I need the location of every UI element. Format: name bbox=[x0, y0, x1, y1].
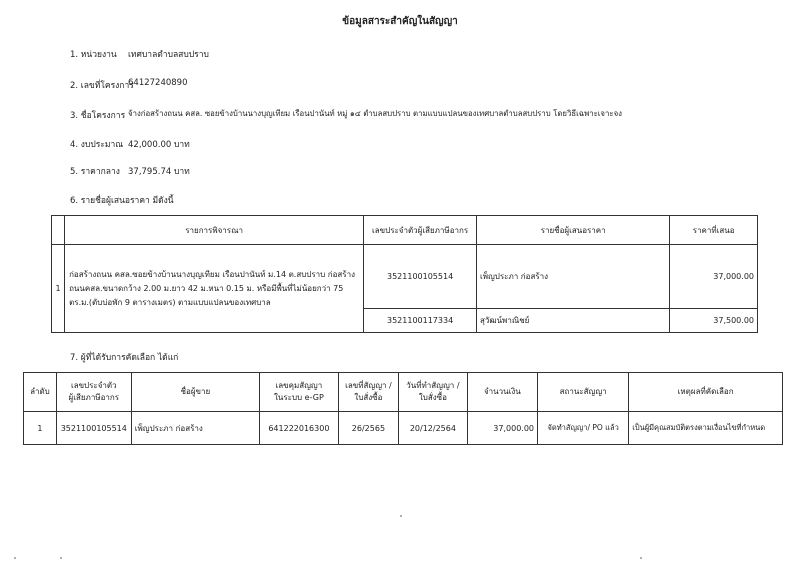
bidder-name: สุวัฒน์พาณิชย์ bbox=[476, 309, 669, 333]
header-date bbox=[399, 373, 468, 412]
info-value-agency: เทศบาลตำบลสบปราบ bbox=[128, 50, 209, 60]
selected-table-header bbox=[24, 373, 783, 412]
header-egp bbox=[260, 373, 339, 412]
info-value-project-name: จ้างก่อสร้างถนน คสล. ซอยข้างบ้านนางบุญเทียม เรือนปานันท์ หมู่ ๑๔ ตำบลสบปราบ ตามแบบแปลนของเทศบาลตำบลสบปราบ โดยวิธีเฉพาะเจาะจง bbox=[128, 109, 622, 118]
row-contract-no: 26/2565 bbox=[338, 412, 398, 445]
bidder-price: 37,000.00 bbox=[670, 245, 758, 309]
bidders-header-name: รายชื่อผู้เสนอราคา bbox=[476, 216, 669, 245]
header-amount: จำนวนเงิน bbox=[467, 373, 537, 412]
header-tax-id-line1: เลขประจำตัว bbox=[70, 381, 117, 390]
bidders-table-header bbox=[52, 216, 758, 245]
row-vendor: เพ็ญประภา ก่อสร้าง bbox=[131, 412, 259, 445]
header-contract-no bbox=[338, 373, 398, 412]
table-row bbox=[52, 245, 758, 309]
header-date-line2: ใบสั่งซื้อ bbox=[418, 393, 447, 402]
scan-speck bbox=[640, 557, 642, 559]
header-tax-id bbox=[56, 373, 131, 412]
info-label-project-name: 3. ชื่อโครงการ bbox=[70, 111, 126, 121]
info-label-budget: 4. งบประมาณ bbox=[70, 140, 124, 150]
bidders-header-index bbox=[52, 216, 65, 245]
row-status: จัดทำสัญญา/ PO แล้ว bbox=[538, 412, 629, 445]
header-egp-line1: เลขคุมสัญญา bbox=[275, 381, 323, 390]
bidders-header-item: รายการพิจารณา bbox=[65, 216, 364, 245]
info-value-budget: 42,000.00 บาท bbox=[128, 140, 190, 150]
info-value-project-number: 64127240890 bbox=[128, 78, 188, 88]
row-egp: 641222016300 bbox=[260, 412, 339, 445]
row-date: 20/12/2564 bbox=[399, 412, 468, 445]
header-tax-id-line2: ผู้เสียภาษีอากร bbox=[68, 393, 120, 402]
scan-speck bbox=[60, 557, 62, 559]
bidder-price: 37,500.00 bbox=[670, 309, 758, 333]
row-tax-id: 3521100105514 bbox=[56, 412, 131, 445]
bidders-header-price: ราคาที่เสนอ bbox=[670, 216, 758, 245]
header-contract-no-line1: เลขที่สัญญา / bbox=[345, 381, 392, 390]
bidders-table bbox=[51, 215, 758, 333]
selected-vendor-table bbox=[23, 372, 783, 445]
info-label-median-price: 5. ราคากลาง bbox=[70, 167, 120, 177]
info-label-project-number: 2. เลขที่โครงการ bbox=[70, 81, 134, 91]
row-seq: 1 bbox=[24, 412, 57, 445]
section-7-heading: 7. ผู้ที่ได้รับการคัดเลือก ได้แก่ bbox=[70, 353, 179, 363]
section-6-heading: 6. รายชื่อผู้เสนอราคา มีดังนี้ bbox=[70, 196, 174, 206]
table-row bbox=[24, 412, 783, 445]
header-date-line1: วันที่ทำสัญญา / bbox=[406, 381, 460, 390]
header-seq: ลำดับ bbox=[24, 373, 57, 412]
bidder-tax-id: 3521100105514 bbox=[364, 245, 477, 309]
header-vendor: ชื่อผู้ขาย bbox=[131, 373, 259, 412]
header-contract-no-line2: ใบสั่งซื้อ bbox=[354, 393, 383, 402]
scan-speck bbox=[400, 515, 402, 517]
row-reason: เป็นผู้มีคุณสมบัติตรงตามเงื่อนไขที่กำหนด bbox=[629, 412, 783, 445]
bidder-tax-id: 3521100117334 bbox=[364, 309, 477, 333]
bidders-item-description: ก่อสร้างถนน คสล.ซอยข้างบ้านนางบุญเทียม เรือนปานันท์ ม.14 ต.สบปราบ ก่อสร้างถนนคสล.ขนาดกว้าง 2.00 ม.ยาว 42 ม.หนา 0.15 ม. หรือมีพื้นที่ไม่น้อยกว่า 75 ตร.ม.(ตับบ่อพัก 9 ตารางเมตร) ตามแบบแปลนของเทศบาล bbox=[65, 245, 364, 333]
header-status: สถานะสัญญา bbox=[538, 373, 629, 412]
info-value-median-price: 37,795.74 บาท bbox=[128, 167, 190, 177]
bidders-header-tax-id: เลขประจำตัวผู้เสียภาษีอากร bbox=[364, 216, 477, 245]
info-label-agency: 1. หน่วยงาน bbox=[70, 50, 117, 60]
document-title: ข้อมูลสาระสำคัญในสัญญา bbox=[342, 16, 458, 27]
bidders-item-index: 1 bbox=[52, 245, 65, 333]
header-reason: เหตุผลที่คัดเลือก bbox=[629, 373, 783, 412]
row-amount: 37,000.00 bbox=[467, 412, 537, 445]
bidder-name: เพ็ญประภา ก่อสร้าง bbox=[476, 245, 669, 309]
header-egp-line2: ในระบบ e-GP bbox=[273, 393, 324, 402]
scan-speck bbox=[14, 557, 16, 559]
